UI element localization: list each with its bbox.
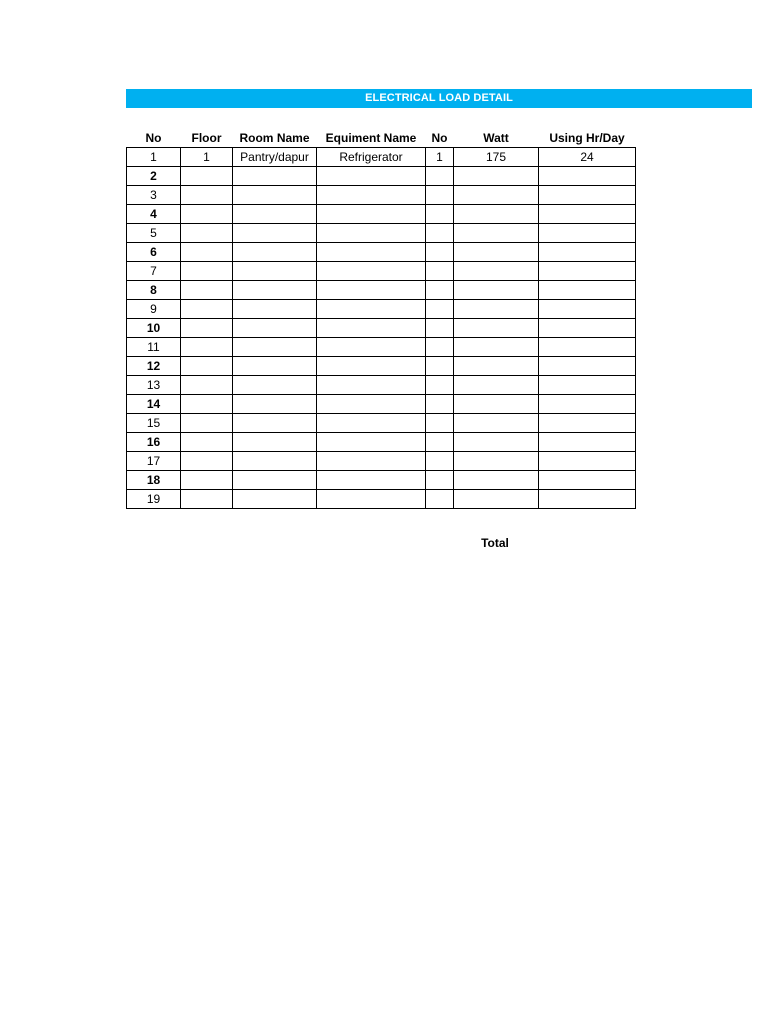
cell-equipment-name[interactable]: Refrigerator xyxy=(317,148,426,167)
cell-watt[interactable] xyxy=(454,319,539,338)
table-row xyxy=(127,167,636,186)
col-header-watt: Watt xyxy=(483,130,509,145)
cell-watt[interactable] xyxy=(454,452,539,471)
cell-quantity[interactable] xyxy=(426,395,454,414)
table-row xyxy=(127,357,636,376)
cell-floor[interactable] xyxy=(181,338,233,357)
cell-quantity[interactable] xyxy=(426,167,454,186)
cell-quantity[interactable] xyxy=(426,186,454,205)
cell-watt[interactable]: 175 xyxy=(454,148,539,167)
total-label: Total xyxy=(481,536,509,550)
cell-floor[interactable] xyxy=(181,395,233,414)
table-row xyxy=(127,433,636,452)
cell-no[interactable]: 5 xyxy=(127,224,181,243)
cell-quantity[interactable] xyxy=(426,376,454,395)
cell-watt[interactable] xyxy=(454,186,539,205)
cell-no[interactable]: 14 xyxy=(127,395,181,414)
table-row xyxy=(127,186,636,205)
cell-room-name[interactable] xyxy=(233,433,317,452)
cell-quantity[interactable] xyxy=(426,205,454,224)
cell-no[interactable]: 16 xyxy=(127,433,181,452)
col-header-floor: Floor xyxy=(191,130,222,145)
cell-using-hours[interactable] xyxy=(539,433,636,452)
cell-room-name[interactable] xyxy=(233,224,317,243)
cell-floor[interactable] xyxy=(181,300,233,319)
cell-room-name[interactable] xyxy=(233,167,317,186)
cell-watt[interactable] xyxy=(454,433,539,452)
header-row xyxy=(127,128,636,148)
cell-using-hours[interactable] xyxy=(539,471,636,490)
cell-no[interactable]: 7 xyxy=(127,262,181,281)
cell-equipment-name[interactable] xyxy=(317,262,426,281)
cell-equipment-name[interactable] xyxy=(317,205,426,224)
cell-quantity[interactable] xyxy=(426,262,454,281)
cell-room-name[interactable] xyxy=(233,243,317,262)
cell-floor[interactable] xyxy=(181,357,233,376)
cell-equipment-name[interactable] xyxy=(317,319,426,338)
cell-using-hours[interactable] xyxy=(539,186,636,205)
cell-floor[interactable] xyxy=(181,433,233,452)
cell-no[interactable]: 10 xyxy=(127,319,181,338)
table-row xyxy=(127,490,636,509)
cell-equipment-name[interactable] xyxy=(317,376,426,395)
electrical-load-table xyxy=(126,128,636,509)
cell-no[interactable]: 17 xyxy=(127,452,181,471)
cell-room-name[interactable] xyxy=(233,338,317,357)
col-header-no: No xyxy=(145,130,162,145)
cell-room-name[interactable] xyxy=(233,452,317,471)
cell-quantity[interactable] xyxy=(426,338,454,357)
cell-watt[interactable] xyxy=(454,490,539,509)
cell-floor[interactable]: 1 xyxy=(181,148,233,167)
cell-floor[interactable] xyxy=(181,452,233,471)
table-row xyxy=(127,338,636,357)
cell-no[interactable]: 8 xyxy=(127,281,181,300)
table-row xyxy=(127,148,636,167)
cell-using-hours[interactable] xyxy=(539,319,636,338)
cell-quantity[interactable] xyxy=(426,224,454,243)
table-row xyxy=(127,262,636,281)
cell-equipment-name[interactable] xyxy=(317,224,426,243)
cell-using-hours[interactable] xyxy=(539,338,636,357)
cell-using-hours[interactable] xyxy=(539,243,636,262)
table-body xyxy=(127,148,636,509)
cell-room-name[interactable] xyxy=(233,395,317,414)
cell-floor[interactable] xyxy=(181,167,233,186)
cell-equipment-name[interactable] xyxy=(317,338,426,357)
cell-no[interactable]: 6 xyxy=(127,243,181,262)
cell-quantity[interactable] xyxy=(426,490,454,509)
cell-room-name[interactable] xyxy=(233,186,317,205)
cell-room-name[interactable] xyxy=(233,414,317,433)
cell-quantity[interactable] xyxy=(426,414,454,433)
cell-watt[interactable] xyxy=(454,281,539,300)
cell-floor[interactable] xyxy=(181,186,233,205)
cell-equipment-name[interactable] xyxy=(317,395,426,414)
cell-quantity[interactable] xyxy=(426,300,454,319)
cell-quantity[interactable] xyxy=(426,433,454,452)
cell-floor[interactable] xyxy=(181,376,233,395)
cell-room-name[interactable] xyxy=(233,205,317,224)
cell-watt[interactable] xyxy=(454,167,539,186)
cell-equipment-name[interactable] xyxy=(317,490,426,509)
cell-using-hours[interactable] xyxy=(539,300,636,319)
cell-equipment-name[interactable] xyxy=(317,471,426,490)
cell-watt[interactable] xyxy=(454,224,539,243)
cell-floor[interactable] xyxy=(181,224,233,243)
cell-equipment-name[interactable] xyxy=(317,167,426,186)
cell-floor[interactable] xyxy=(181,281,233,300)
cell-using-hours[interactable] xyxy=(539,395,636,414)
cell-using-hours[interactable] xyxy=(539,224,636,243)
table-row xyxy=(127,395,636,414)
table-row xyxy=(127,414,636,433)
cell-quantity[interactable] xyxy=(426,243,454,262)
cell-no[interactable]: 4 xyxy=(127,205,181,224)
cell-watt[interactable] xyxy=(454,471,539,490)
table-row xyxy=(127,319,636,338)
cell-using-hours[interactable] xyxy=(539,262,636,281)
cell-quantity[interactable] xyxy=(426,357,454,376)
cell-equipment-name[interactable] xyxy=(317,357,426,376)
cell-no[interactable]: 18 xyxy=(127,471,181,490)
table-row xyxy=(127,224,636,243)
cell-floor[interactable] xyxy=(181,205,233,224)
table-row xyxy=(127,300,636,319)
cell-floor[interactable] xyxy=(181,262,233,281)
cell-watt[interactable] xyxy=(454,357,539,376)
cell-no[interactable]: 11 xyxy=(127,338,181,357)
col-header-room-name: Room Name xyxy=(239,130,310,145)
cell-quantity[interactable]: 1 xyxy=(426,148,454,167)
table-row xyxy=(127,471,636,490)
cell-floor[interactable] xyxy=(181,471,233,490)
cell-no[interactable]: 19 xyxy=(127,490,181,509)
cell-using-hours[interactable] xyxy=(539,376,636,395)
cell-quantity[interactable] xyxy=(426,281,454,300)
cell-equipment-name[interactable] xyxy=(317,281,426,300)
cell-no[interactable]: 2 xyxy=(127,167,181,186)
cell-equipment-name[interactable] xyxy=(317,243,426,262)
cell-room-name[interactable] xyxy=(233,490,317,509)
cell-using-hours[interactable] xyxy=(539,357,636,376)
cell-watt[interactable] xyxy=(454,414,539,433)
table-row xyxy=(127,281,636,300)
cell-watt[interactable] xyxy=(454,395,539,414)
col-header-equipment-name: Equiment Name xyxy=(325,130,417,145)
cell-using-hours[interactable] xyxy=(539,281,636,300)
cell-room-name[interactable] xyxy=(233,319,317,338)
table-row xyxy=(127,243,636,262)
cell-using-hours[interactable]: 24 xyxy=(539,148,636,167)
table-row xyxy=(127,205,636,224)
cell-quantity[interactable] xyxy=(426,452,454,471)
cell-quantity[interactable] xyxy=(426,319,454,338)
cell-room-name[interactable] xyxy=(233,281,317,300)
cell-room-name[interactable] xyxy=(233,300,317,319)
cell-room-name[interactable] xyxy=(233,471,317,490)
cell-no[interactable]: 13 xyxy=(127,376,181,395)
cell-watt[interactable] xyxy=(454,300,539,319)
cell-room-name[interactable] xyxy=(233,357,317,376)
cell-floor[interactable] xyxy=(181,490,233,509)
title-banner: ELECTRICAL LOAD DETAIL xyxy=(126,89,752,108)
cell-floor[interactable] xyxy=(181,414,233,433)
cell-watt[interactable] xyxy=(454,376,539,395)
cell-watt[interactable] xyxy=(454,205,539,224)
cell-no[interactable]: 9 xyxy=(127,300,181,319)
table-row xyxy=(127,376,636,395)
cell-using-hours[interactable] xyxy=(539,205,636,224)
col-header-quantity: No xyxy=(431,130,448,145)
cell-using-hours[interactable] xyxy=(539,414,636,433)
cell-floor[interactable] xyxy=(181,319,233,338)
cell-no[interactable]: 1 xyxy=(127,148,181,167)
cell-using-hours[interactable] xyxy=(539,490,636,509)
cell-equipment-name[interactable] xyxy=(317,433,426,452)
cell-equipment-name[interactable] xyxy=(317,300,426,319)
cell-no[interactable]: 15 xyxy=(127,414,181,433)
table-row xyxy=(127,452,636,471)
cell-room-name[interactable]: Pantry/dapur xyxy=(233,148,317,167)
cell-equipment-name[interactable] xyxy=(317,414,426,433)
cell-equipment-name[interactable] xyxy=(317,186,426,205)
cell-using-hours[interactable] xyxy=(539,167,636,186)
cell-room-name[interactable] xyxy=(233,376,317,395)
cell-watt[interactable] xyxy=(454,338,539,357)
cell-watt[interactable] xyxy=(454,243,539,262)
col-header-using-hours: Using Hr/Day xyxy=(549,130,625,145)
cell-no[interactable]: 3 xyxy=(127,186,181,205)
cell-equipment-name[interactable] xyxy=(317,452,426,471)
cell-floor[interactable] xyxy=(181,243,233,262)
cell-quantity[interactable] xyxy=(426,471,454,490)
cell-watt[interactable] xyxy=(454,262,539,281)
cell-no[interactable]: 12 xyxy=(127,357,181,376)
cell-using-hours[interactable] xyxy=(539,452,636,471)
cell-room-name[interactable] xyxy=(233,262,317,281)
